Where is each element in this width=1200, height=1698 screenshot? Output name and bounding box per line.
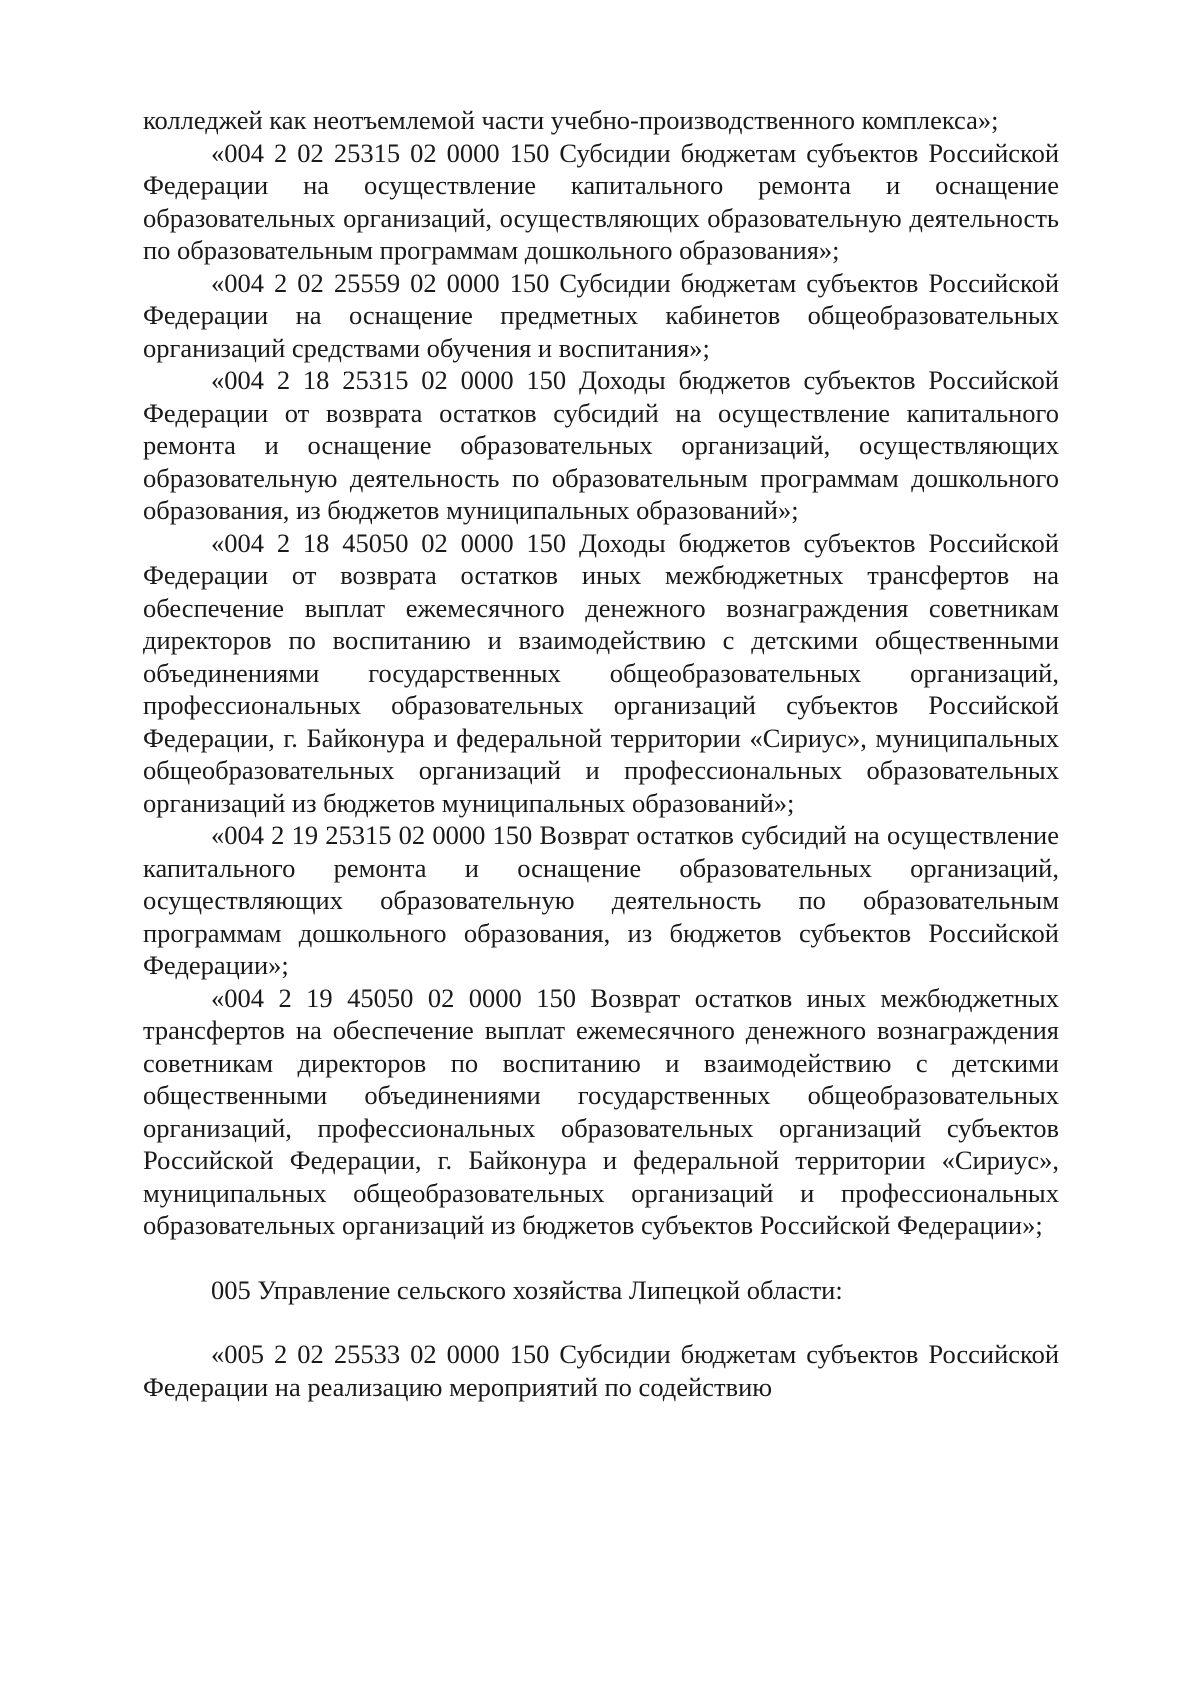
paragraph-code-004-2-19-45050: «004 2 19 45050 02 0000 150 Возврат остатков иных межбюджетных трансфертов на обеспечение выплат ежемесячного денежного вознаграждения советникам директоров по воспитанию и взаимодействию с детскими общественными объединениями государственных общеобразовательных организаций, профессиональных образовательных организаций субъектов Российской Федерации, г. Байконура и федеральной территории «Сириус», муниципальных общеобразовательных организаций и профессиональных образовательных организаций из бюджетов субъектов Российской Федерации»; [143,982,1059,1240]
paragraph-code-004-2-02-25559: «004 2 02 25559 02 0000 150 Субсидии бюджетам субъектов Российской Федерации на оснащение предметных кабинетов общеобразовательных организаций средствами обучения и воспитания»; [143,267,1059,363]
paragraph-code-005-2-02-25533: «005 2 02 25533 02 0000 150 Субсидии бюджетам субъектов Российской Федерации на реализацию мероприятий по содействию [143,1339,1059,1402]
document-text [143,104,1059,1403]
paragraph-code-004-2-19-25315: «004 2 19 25315 02 0000 150 Возврат остатков субсидий на осуществление капитального ремонта и оснащение образовательных организаций, осуществляющих образовательную деятельность по образовательным программам дошкольного образования, из бюджетов субъектов Российской Федерации»; [143,820,1059,980]
section-heading: 005 Управление сельского хозяйства Липецкой области: [211,1274,843,1305]
paragraph-code-004-2-18-45050: «004 2 18 45050 02 0000 150 Доходы бюджетов субъектов Российской Федерации от возврата остатков иных межбюджетных трансфертов на обеспечение выплат ежемесячного денежного вознаграждения советникам директоров по воспитанию и взаимодействию с детскими общественными объединениями государственных общеобразовательных организаций, профессиональных образовательных организаций субъектов Российской Федерации, г. Байконура и федеральной территории «Сириус», муниципальных общеобразовательных организаций и профессиональных образовательных организаций из бюджетов муниципальных образований»; [143,527,1059,818]
paragraph-continuation: колледжей как неотъемлемой части учебно-производственного комплекса»; [143,105,999,135]
paragraph-code-004-2-02-25315: «004 2 02 25315 02 0000 150 Субсидии бюджетам субъектов Российской Федерации на осуществление капитального ремонта и оснащение образовательных организаций, осуществляющих образовательную деятельность по образовательным программам дошкольного образования»; [143,137,1059,265]
paragraph-code-004-2-18-25315: «004 2 18 25315 02 0000 150 Доходы бюджетов субъектов Российской Федерации от возврата остатков субсидий на осуществление капитального ремонта и оснащение образовательных организаций, осуществляющих образовательную деятельность по образовательным программам дошкольного образования, из бюджетов муниципальных образований»; [143,365,1059,525]
